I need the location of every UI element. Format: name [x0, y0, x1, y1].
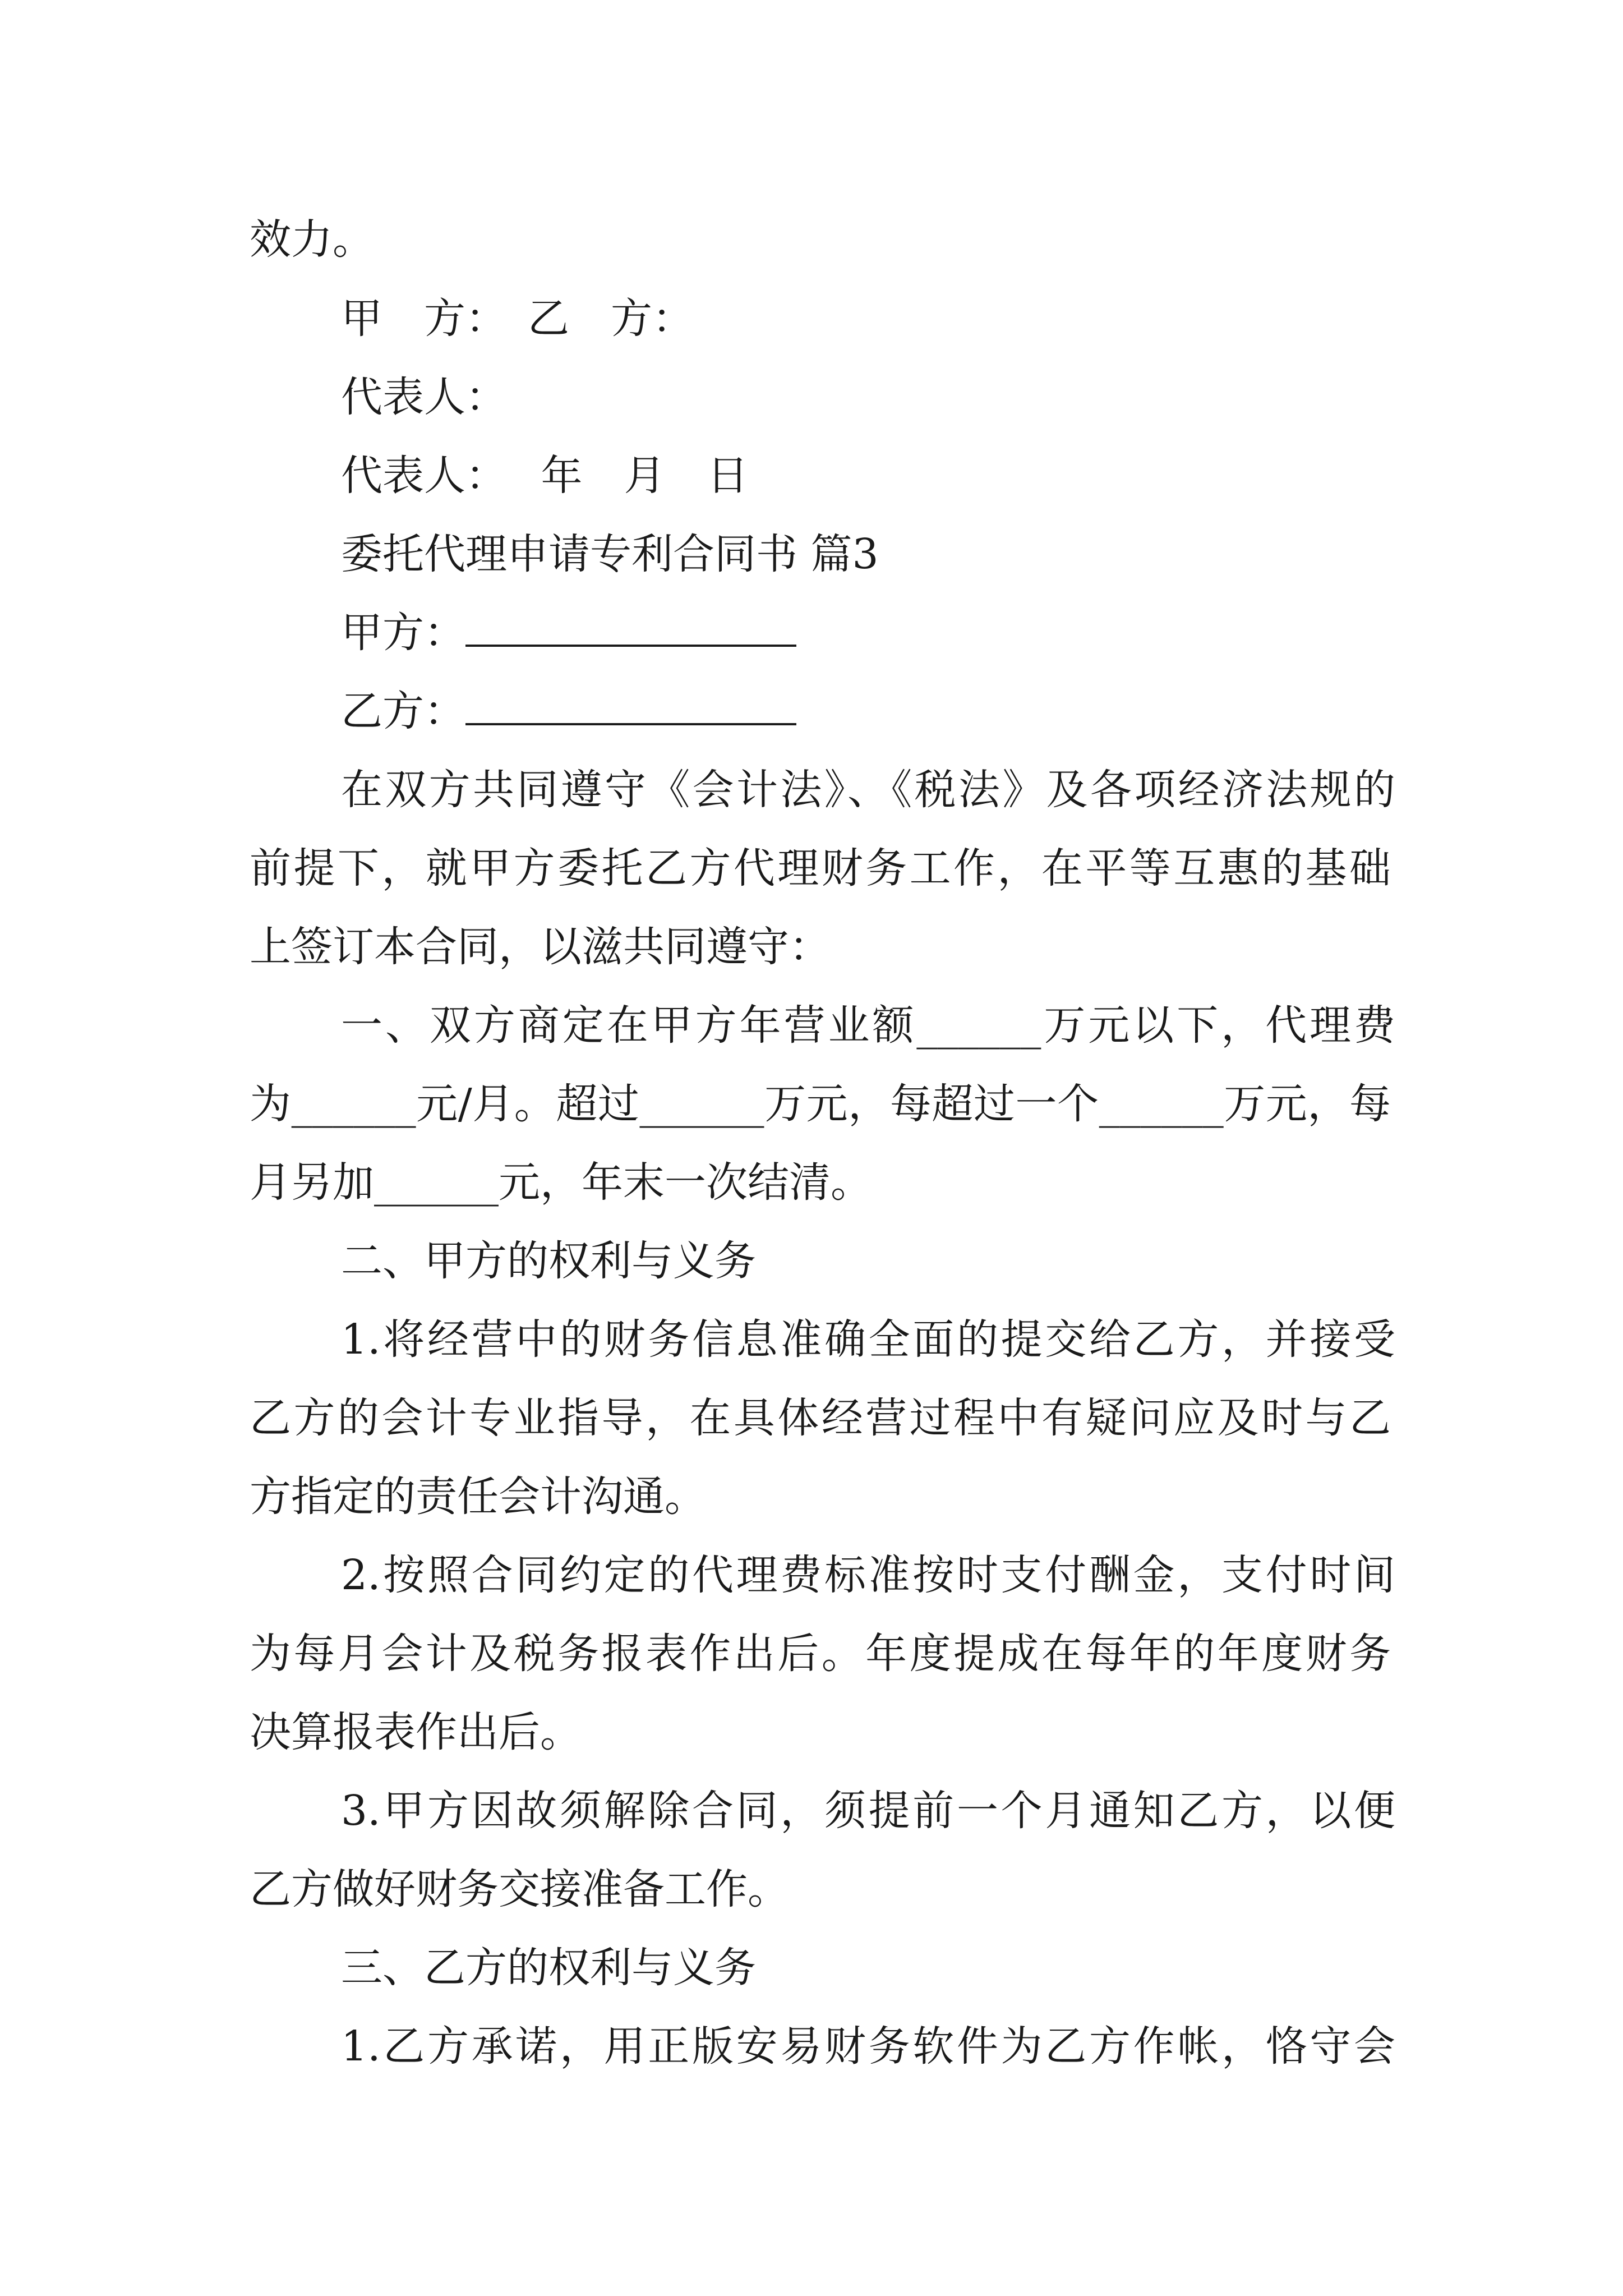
clause-1-line-3: 月另加______元，年末一次结清。	[250, 1158, 872, 1207]
text-line-parties: 甲 方： 乙 方：	[341, 295, 694, 343]
party-b-label: 乙方：	[341, 687, 465, 735]
text-line-representative-date: 代表人： 年 月 日	[341, 452, 749, 500]
a-item-1-line-3: 方指定的责任会计沟通。	[250, 1473, 706, 1521]
party-a-field	[341, 605, 1395, 661]
clause-1-line-1: 一、双方商定在甲方年营业额______万元以下，代理费	[341, 1001, 1395, 1050]
text-line-effect: 效力。	[250, 215, 374, 264]
clause-1-line-2: 为______元/月。超过______万元，每超过一个______万元，每	[250, 1080, 1391, 1128]
party-b-field	[341, 683, 1395, 739]
a-item-3-line-2: 乙方做好财务交接准备工作。	[250, 1865, 789, 1913]
a-item-2-line-1: 2.按照合同约定的代理费标准按时支付酬金，支付时间	[341, 1551, 1395, 1599]
paragraph-intro-line-1: 在双方共同遵守《会计法》、《税法》及各项经济法规的	[341, 766, 1395, 814]
party-a-label: 甲方：	[341, 609, 465, 657]
section-title: 委托代理申请专利合同书 篇3	[341, 530, 879, 578]
b-item-1-line-1: 1.乙方承诺，用正版安易财务软件为乙方作帐，恪守会	[341, 2022, 1395, 2070]
party-a-blank	[465, 608, 796, 647]
party-b-blank	[465, 686, 796, 725]
heading-party-b-rights: 三、乙方的权利与义务	[341, 1944, 756, 1992]
a-item-1-line-2: 乙方的会计专业指导，在具体经营过程中有疑问应及时与乙	[250, 1394, 1391, 1442]
a-item-3-line-1: 3.甲方因故须解除合同，须提前一个月通知乙方，以便	[341, 1787, 1395, 1835]
a-item-1-line-1: 1.将经营中的财务信息准确全面的提交给乙方，并接受	[341, 1315, 1395, 1364]
paragraph-intro-line-2: 前提下，就甲方委托乙方代理财务工作，在平等互惠的基础	[250, 844, 1391, 892]
a-item-2-line-3: 决算报表作出后。	[250, 1708, 582, 1756]
a-item-2-line-2: 为每月会计及税务报表作出后。年度提成在每年的年度财务	[250, 1630, 1391, 1678]
heading-party-a-rights: 二、甲方的权利与义务	[341, 1237, 756, 1285]
text-line-representative-1: 代表人：	[341, 373, 507, 421]
paragraph-intro-line-3: 上签订本合同，以滋共同遵守：	[250, 923, 831, 971]
